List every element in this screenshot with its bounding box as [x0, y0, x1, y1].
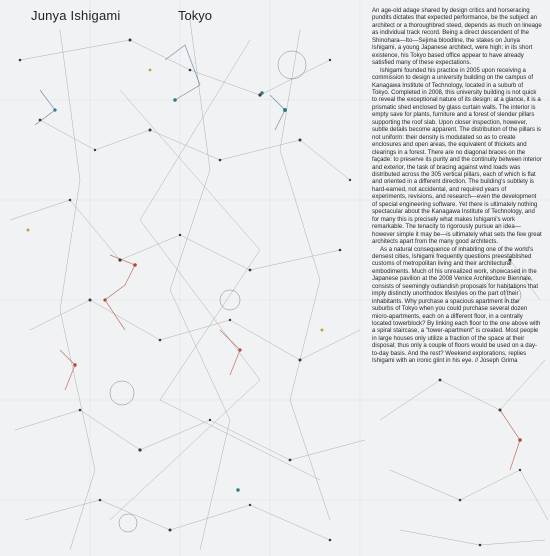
essay-paragraph: Ishigami founded his practice in 2005 upon receiving a commission to design a university building on the campus of Kanagawa Institute of Technology, located in a suburb of Tokyo. Completed in 2008, this university building is not quick to reveal the exceptional nature of its design: at a glance, it is a prismatic shed enclosed by glass curtain walls. The interior is empty save for plants, furniture and a forest of slender pillars supporting the roof slab. Upon closer inspection, however, subtle details become apparent. The distribution of the pillars is not uniform: their density is modulated so as to create enclosures and open areas, the equivalent of thickets and clearings in a forest. There are no diagonal braces on the façade: to preserve its purity and the continuity between interior and exterior, the task of bracing against wind loads was distributed across the 305 vertical pillars, each of which is flat and oriented in a different direction. The building's subtlety is hard-earned, not accidental, and required years of experiments, revisions, and research—even the development of special engineering software. Yet there is ultimately nothing spectacular about the Kanagawa Institute of Technology, and for many this is precisely what makes Ishigami's work remarkable. The tenacity to rigorously pursue an idea—however simple it may be—is ultimately what sets the few great architects apart from the many good architects. — [372, 67, 542, 246]
essay-column — [372, 8, 542, 366]
city-name: Tokyo — [178, 8, 212, 23]
blue-threads — [35, 45, 285, 130]
architect-name: Junya Ishigami — [31, 8, 121, 23]
essay-paragraph: As a natural consequence of inhabiting one of the world's densest cities, Ishigami frequently questions preestablished customs of metropolitan living and their architectural embodiments. Much of his unrealized work, showcased in the Japanese pavilion at the 2008 Venice Architecture Biennale, consists of seemingly outlandish proposals for habitations that imply distinctly unorthodox lifestyles on the part of their inhabitants. Why purchase a spacious apartment in the suburbs of Tokyo when you could purchase several dozen micro-apartments, each on a different floor, in a centrally located towerblock? By linking each floor to the one above with a spiral staircase, a "tower-apartment" is created. Most people in large houses only utilize a fraction of the space at their disposal; thus only a couple of floors would be used on a day-to-day basis. And the rest? Weekend explorations, replies Ishigami with an ironic glint in his eye. // Joseph Grima — [372, 246, 541, 365]
essay-paragraph: An age-old adage shared by design critics and horseracing pundits dictates that expected performance, be the subject an architect or a thoroughbred steed, depends as much on lineage as individual track record. Being a direct descendent of the Shinohara—Ito—Sejima bloodline, the stakes on Junya Ishigami, a young Japanese architect, were high; in its short existence, his Tokyo based office appear to have already satisfied many of these expectations. — [372, 8, 542, 67]
